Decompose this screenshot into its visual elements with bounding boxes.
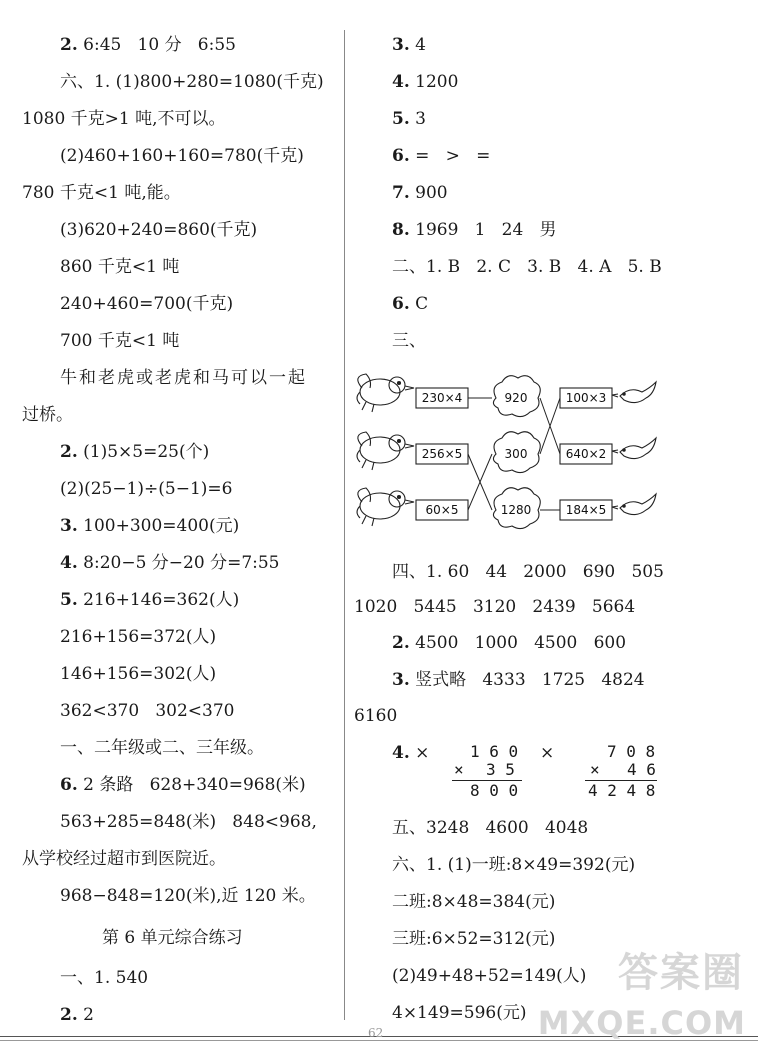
line: 2. 2 (60, 1005, 94, 1025)
expression-text: 230×4 (421, 391, 463, 405)
line: 六、1. (1)800+280=1080(千克) (60, 72, 324, 92)
line: 5. 3 (392, 109, 426, 129)
line: 五、3248 4600 4048 (392, 818, 589, 838)
line: 三班:6×52=312(元) (392, 929, 556, 949)
matching-diagram (350, 362, 660, 532)
line: 968−848=120(米),近 120 米。 (60, 886, 316, 906)
line: 700 千克<1 吨 (60, 331, 180, 351)
line: (3)620+240=860(千克) (60, 220, 258, 240)
line: 从学校经过超市到医院近。 (22, 849, 226, 869)
line: 四、1. 60 44 2000 690 505 (392, 562, 664, 582)
line: 2. (1)5×5=25(个) (60, 442, 210, 462)
watermark-logo: 答案圈 (618, 950, 744, 996)
line: 7. 900 (392, 183, 448, 203)
line: 4. × (392, 743, 430, 763)
line: 牛和老虎或老虎和马可以一起 (60, 368, 307, 388)
line: 4. 1200 (392, 72, 459, 92)
expression-text: 640×2 (565, 447, 607, 461)
line: (2)49+48+52=149(人) (392, 966, 587, 986)
line: 二、1. B 2. C 3. B 4. A 5. B (392, 257, 662, 277)
cloud-value: 920 (504, 391, 528, 405)
bird-icon (612, 382, 656, 403)
line: 4. 8:20−5 分−20 分=7:55 (60, 553, 280, 573)
line: 4×149=596(元) (392, 1003, 527, 1023)
line: 3. 4 (392, 35, 426, 55)
multiply-sign: × (540, 743, 555, 763)
line: 362<370 302<370 (60, 701, 235, 721)
line: 一、二年级或二、三年级。 (60, 738, 264, 758)
line: (2)460+160+160=780(千克) (60, 146, 304, 166)
line: 2. 4500 1000 4500 600 (392, 633, 627, 653)
line: 216+156=372(人) (60, 627, 217, 647)
watermark-url: MXQE.COM (537, 1004, 746, 1042)
line: 860 千克<1 吨 (60, 257, 180, 277)
bird-icon (357, 432, 414, 470)
line: 6160 (354, 706, 398, 726)
line: 1020 5445 3120 2439 5664 (354, 597, 636, 617)
line: 3. 100+300=400(元) (60, 516, 240, 536)
column-divider (344, 30, 345, 1020)
cloud-value: 300 (504, 447, 528, 461)
bird-icon (612, 438, 656, 459)
line: 146+156=302(人) (60, 664, 217, 684)
bird-icon (357, 374, 414, 412)
expression-text: 60×5 (425, 503, 459, 517)
cloud-value: 1280 (500, 503, 532, 517)
line: 563+285=848(米) 848<968, (60, 812, 317, 832)
line: (2)(25−1)÷(5−1)=6 (60, 479, 233, 499)
line: 一、1. 540 (60, 968, 149, 988)
line: 6. = > = (392, 146, 491, 166)
line: 过桥。 (22, 405, 73, 425)
section-heading: 第 6 单元综合练习 (102, 928, 243, 948)
page-number: 62 (368, 1026, 384, 1040)
line: 二班:8×48=384(元) (392, 892, 556, 912)
bird-icon (357, 488, 414, 526)
expression-text: 100×3 (565, 391, 607, 405)
line: 六、1. (1)一班:8×49=392(元) (392, 855, 636, 875)
line: 780 千克<1 吨,能。 (22, 183, 181, 203)
bird-icon (612, 494, 656, 515)
expression-text: 256×5 (421, 447, 463, 461)
line: 8. 1969 1 24 男 (392, 220, 557, 240)
line: 1080 千克>1 吨,不可以。 (22, 109, 226, 129)
line: 6. C (392, 294, 429, 314)
line: 2. 6:45 10 分 6:55 (60, 35, 236, 55)
line: 3. 竖式略 4333 1725 4824 (392, 670, 645, 690)
line: 240+460=700(千克) (60, 294, 234, 314)
expression-text: 184×5 (565, 503, 607, 517)
line: 三、 (392, 331, 426, 351)
line: 5. 216+146=362(人) (60, 590, 240, 610)
line: 6. 2 条路 628+340=968(米) (60, 775, 306, 795)
